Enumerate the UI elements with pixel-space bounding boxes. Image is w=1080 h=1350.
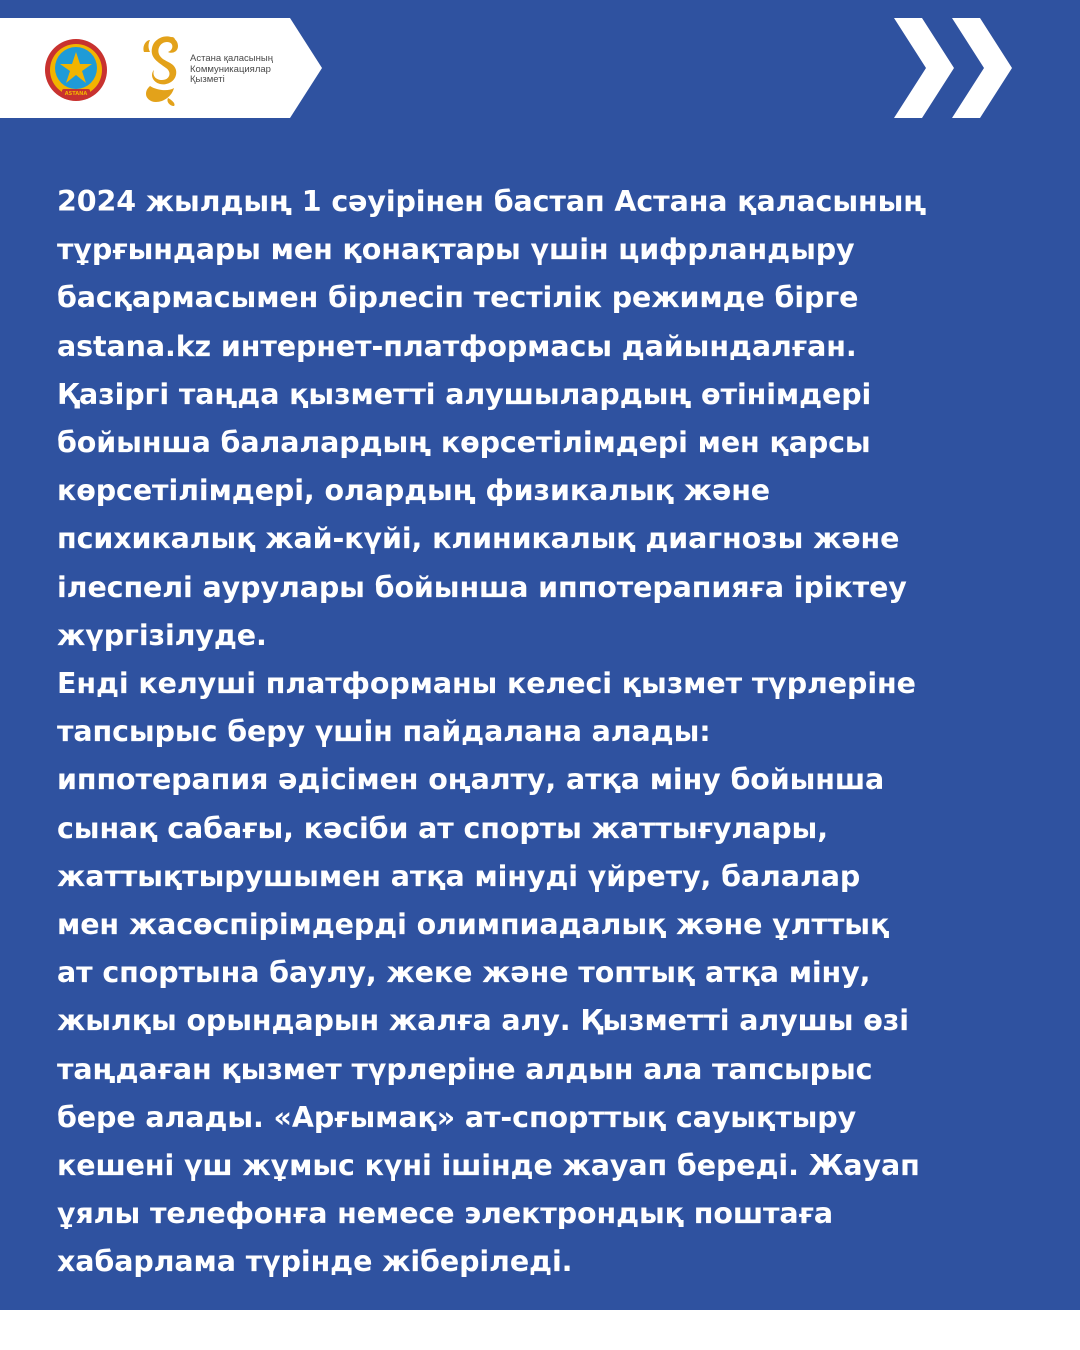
article-line: хабарлама түрінде жіберіледі. — [57, 1245, 573, 1279]
organization-name-line: Қызметі — [190, 74, 225, 85]
article-line: психикалық жай-күйі, клиникалық диагнозы және — [57, 522, 900, 556]
article-line: көрсетілімдері, олардың физикалық және — [57, 474, 771, 508]
article-line: ат спортына баулу, жеке және топтық атқа міну, — [57, 956, 871, 990]
article-body — [57, 178, 1032, 1287]
astana-emblem-icon — [44, 38, 108, 102]
article-line: басқармасымен бірлесіп тестілік режимде бірге — [57, 281, 859, 315]
golden-sun-mascot-icon — [138, 32, 186, 108]
article-line: бойынша балалардың көрсетілімдері мен қарсы — [57, 426, 871, 460]
article-line: ұялы телефонға немесе электрондық поштаға — [57, 1197, 834, 1231]
emblem-text: ASTANA — [64, 91, 88, 97]
article-line: 2024 жылдың 1 сәуірінен бастап Астана қаласының — [57, 185, 927, 218]
article-line: сынақ сабағы, кәсіби ат спорты жаттығулары, — [57, 811, 828, 845]
double-chevron-right-icon — [892, 18, 1016, 118]
article-line: Енді келуші платформаны келесі қызмет түрлеріне — [57, 667, 916, 701]
article-line: жаттықтырушымен атқа мінуді үйрету, балалар — [57, 859, 861, 893]
article-line: мен жасөспірімдерді олимпиадалық және ұлттық — [57, 908, 890, 942]
article-line: Қазіргі таңда қызметті алушылардың өтінімдері — [57, 377, 872, 411]
article-line: тұрғындары мен қонақтары үшін цифрландыру — [57, 233, 855, 267]
article-line: astana.kz интернет-платформасы дайындалған. — [57, 329, 857, 363]
article-line: бере алады. «Арғымақ» ат-спорттық сауықтыру — [57, 1100, 857, 1134]
article-line: таңдаған қызмет түрлеріне алдын ала тапсырыс — [57, 1052, 873, 1086]
organization-name — [190, 54, 273, 86]
article-line: жылқы орындарын жалға алу. Қызметті алушы өзі — [57, 1004, 909, 1038]
organization-name-line: Коммуникациялар — [190, 63, 271, 75]
article-line: тапсырыс беру үшін пайдалана алады: — [57, 715, 711, 749]
article-line: жүргізілуде. — [57, 618, 267, 652]
logo-bar — [0, 18, 322, 118]
article-line: кешені үш жұмыс күні ішінде жауап береді. Жауап — [57, 1149, 920, 1183]
article-line: ілеспелі аурулары бойынша иппотерапияға іріктеу — [57, 570, 907, 604]
organization-name-line: Астана қаласының — [190, 53, 273, 64]
article-line: иппотерапия әдісімен оңалту, атқа міну бойынша — [57, 763, 885, 797]
